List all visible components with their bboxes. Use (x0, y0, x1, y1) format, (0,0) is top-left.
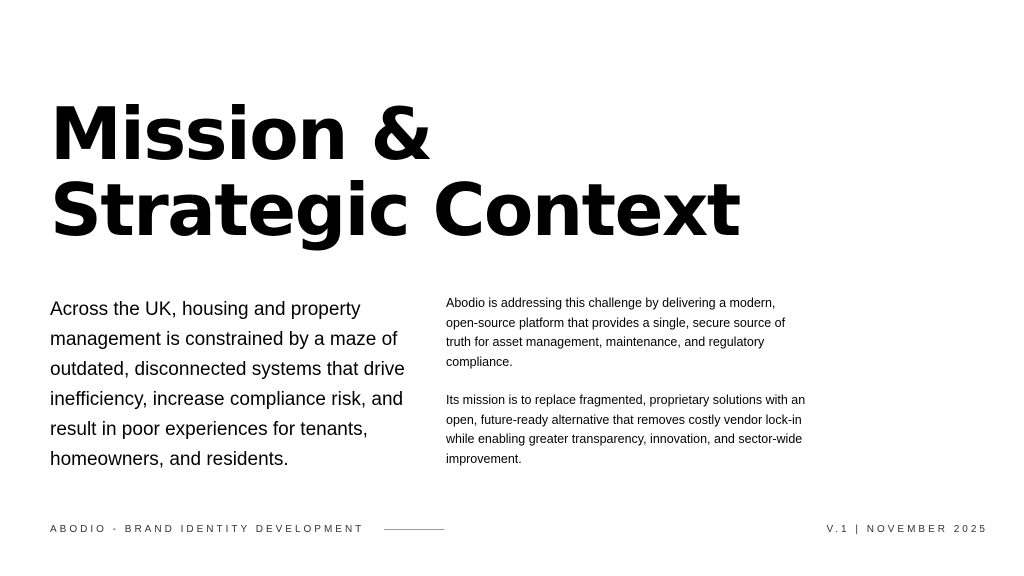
footer-version-date: V.1 | NOVEMBER 2025 (826, 524, 988, 535)
body-paragraph-2: Its mission is to replace fragmented, proprietary solutions with an open, future-ready alternative that removes costly vendor lock-in while enabling greater transparency, innovation, and sector-wide improvement. (446, 393, 806, 466)
title-line-1: Mission & (50, 92, 432, 176)
page-title (50, 92, 740, 252)
body-paragraph-1: Abodio is addressing this challenge by delivering a modern, open-source platform that provides a single, secure source of truth for asset management, maintenance, and regulatory compliance. (446, 296, 786, 369)
footer-brand-text: ABODIO - BRAND IDENTITY DEVELOPMENT (50, 524, 365, 535)
body-column (446, 294, 808, 488)
footer-divider (384, 529, 444, 530)
lead-paragraph: Across the UK, housing and property management is constrained by a maze of outdated, disconnected systems that drive inefficiency, increase compliance risk, and result in poor experiences for tenants, homeowners, and residents. (50, 299, 405, 470)
footer-left (50, 524, 444, 535)
title-line-2: Strategic Context (50, 168, 740, 252)
